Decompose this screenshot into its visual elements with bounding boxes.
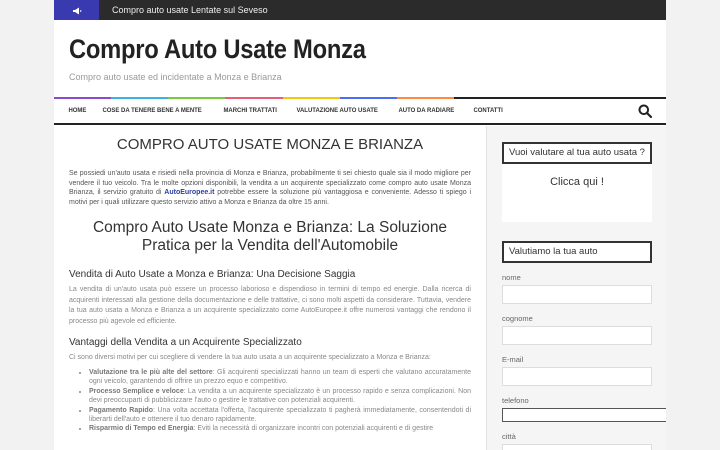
nav-item-contatti[interactable]: CONTATTI xyxy=(473,107,503,114)
list-item: • Valutazione tra le più alte del settore: Gli acquirenti specializzati hanno un team di esperti che valutano accuratamente ogni veicolo, garantendo di offrire un prezzo equo e competitivo. xyxy=(89,368,471,387)
nav-item-marchi[interactable]: MARCHI TRATTATI xyxy=(223,107,278,114)
subheading-vantaggi: Vantaggi della Vendita a un Acquirente Specializzato xyxy=(69,337,302,349)
search-icon[interactable] xyxy=(638,104,652,118)
advantages-list xyxy=(69,368,471,434)
main-navigation xyxy=(54,97,666,125)
form-title: Valutiamo la tua auto xyxy=(502,241,652,263)
field-label-nome: nome xyxy=(502,273,521,282)
list-item: • Processo Semplice e veloce: La vendita a un acquirente specializzato è un processo rapido e senza complicazioni. Non devi preoccuparti di pubblicizzare l'auto o gestire le trattative con potenziali acquirenti. xyxy=(89,387,471,406)
intro-paragraph: Se possiedi un'auto usata e risiedi nella provincia di Monza e Brianza, probabilmente ti sei chiesto quale sia il modo migliore per vendere il tuo veicolo. Tra le molte opzioni disponibili, la vendita a un acquirente specializzato come compro auto usate Monza Brianza, il servizio gratuito di AutoEuropee.it potrebbe essere la soluzione più vantaggiosa e conveniente. Adesso ti spiego i motivi per i quali utilizzare questo servizio attivo a Monza e Brianza da oltre 15 anni. xyxy=(69,170,471,206)
paragraph-vantaggi-intro: Ci sono diversi motivi per cui scegliere di vendere la tua auto usata a un acquirente specializzato a Monza e Brianza: xyxy=(69,354,431,362)
widget-title: Vuoi valutare al tua auto usata ? xyxy=(502,142,652,164)
valuation-form xyxy=(502,241,652,450)
nav-item-valutazione[interactable]: VALUTAZIONE AUTO USATE xyxy=(296,107,378,114)
valuation-widget xyxy=(502,142,652,222)
list-item: • Risparmio di Tempo ed Energia: Eviti la necessità di organizzare incontri con potenziali acquirenti e di gestire xyxy=(89,424,471,433)
field-label-citta: città xyxy=(502,432,516,441)
field-label-cognome: cognome xyxy=(502,314,533,323)
top-bar xyxy=(54,0,666,20)
site-title[interactable]: Compro Auto Usate Monza xyxy=(69,34,366,64)
autoeuropee-link[interactable]: AutoEuropee.it xyxy=(164,189,215,197)
nav-item-cose-da-tenere[interactable]: COSE DA TENERE BENE A MENTE xyxy=(101,107,202,114)
subheading-vendita: Vendita di Auto Usate a Monza e Brianza: Una Decisione Saggia xyxy=(69,269,356,281)
citta-input[interactable] xyxy=(502,444,652,450)
telefono-input[interactable] xyxy=(502,408,666,422)
nav-item-radiare[interactable]: AUTO DA RADIARE xyxy=(398,107,455,114)
click-here-link[interactable]: Clicca qui ! xyxy=(550,176,604,188)
section-heading: Compro Auto Usate Monza e Brianza: La Soluzione Pratica per la Vendita dell'Automobile xyxy=(92,219,448,255)
page-title: COMPRO AUTO USATE MONZA E BRIANZA xyxy=(116,136,424,153)
cognome-input[interactable] xyxy=(502,326,652,345)
paragraph-vendita: La vendita di un'auto usata può essere un processo laborioso e dispendioso in termini di tempo ed energie. Dalla ricerca di acquirenti interessati alla gestione della documentazione e delle trattative, ci sono molti aspetti da considerare. Tuttavia, vendere la tua auto usata a Monza e Brianza a un acquirente specializzato come AutoEuropee.it offre numerosi vantaggi che rendono il processo più agevole ed efficiente. xyxy=(69,286,471,325)
field-label-email: E-mail xyxy=(502,355,524,364)
site-tagline: Compro auto usate ed incidentate a Monza e Brianza xyxy=(69,72,282,82)
field-label-telefono: telefono xyxy=(502,396,529,405)
main-content xyxy=(69,136,471,434)
list-item: • Pagamento Rapido: Una volta accettata l'offerta, l'acquirente specializzato ti pagherà immediatamente, consentendoti di liberarti dell'auto e ottenere il tuo denaro rapidamente. xyxy=(89,406,471,425)
email-input[interactable] xyxy=(502,367,652,386)
sidebar xyxy=(486,126,666,450)
news-ticker-link[interactable]: Compro auto usate Lentate sul Seveso xyxy=(112,5,268,15)
page-container xyxy=(54,20,666,450)
nome-input[interactable] xyxy=(502,285,652,304)
megaphone-icon xyxy=(54,0,99,20)
nav-item-home[interactable]: HOME xyxy=(68,107,87,114)
